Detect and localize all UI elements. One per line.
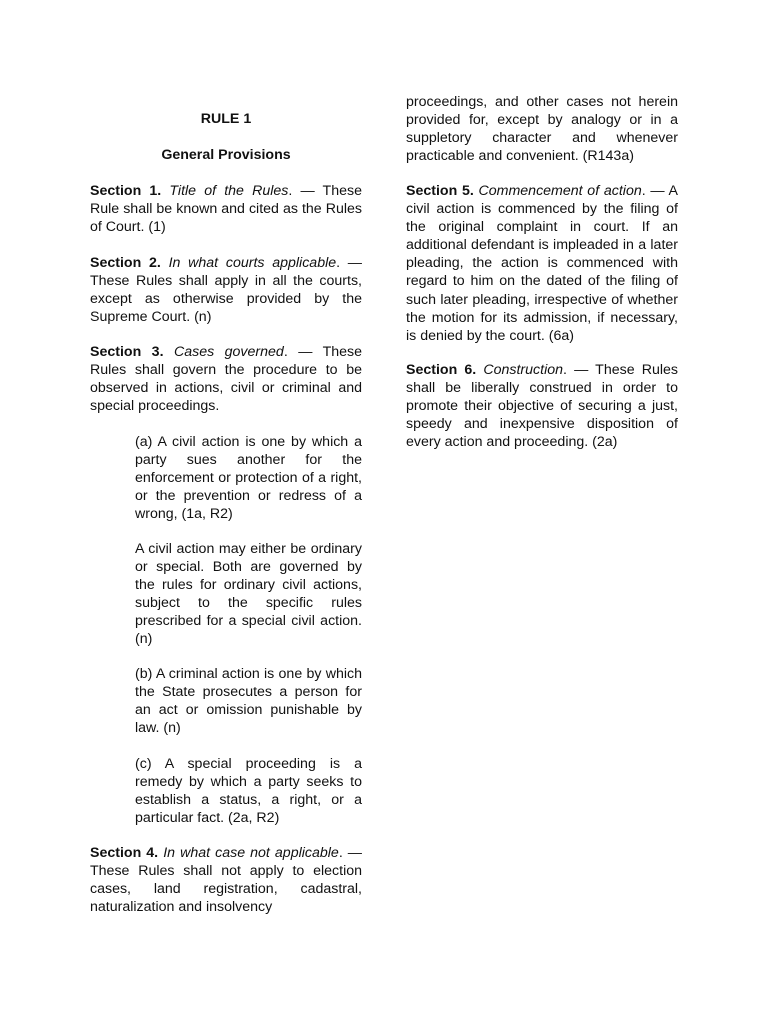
section-5-title: Commencement of action — [478, 183, 642, 199]
section-6-label: Section 6. — [406, 362, 477, 378]
section-6-title: Construction — [483, 362, 564, 378]
section-6-body: . — These Rules shall be liberally construed in order to promote their objective of securing a just, speedy and inexpensive disposition of every action and proceeding. (2a) — [406, 362, 678, 451]
section-3-title: Cases governed — [173, 344, 284, 360]
section-3-label: Section 3. — [90, 344, 164, 360]
section-4-body: . — These Rules shall not apply to election cases, land registration, cadastral, naturalization and insolvency — [90, 845, 362, 916]
section-4 — [90, 844, 362, 916]
section-1-title: Title of the Rules — [169, 183, 289, 199]
section-4-continued: proceedings, and other cases not herein provided for, except by analogy or in a suppletory character and whenever practicable and convenient. (R143a) — [406, 94, 678, 165]
section-4-title: In what case not applicable — [163, 845, 339, 861]
section-1 — [90, 182, 362, 236]
section-2-body: . — These Rules shall apply in all the courts, except as otherwise provided by the Supreme Court. (n) — [90, 255, 362, 326]
rule-title: RULE 1 — [200, 111, 252, 127]
section-2-label: Section 2. — [90, 255, 161, 271]
section-3 — [90, 343, 362, 415]
rule-subtitle: General Provisions — [161, 147, 291, 163]
section-5-body: . — A civil action is commenced by the filing of the original complaint in court. If an additional defendant is impleaded in a later pleading, the action is commenced with regard to him on the dated of the filing of such later pleading, irrespective of whether the motion for its admission, if necessary, is denied by the court. (6a) — [406, 183, 678, 344]
section-2 — [90, 254, 362, 326]
section-3-body: . — These Rules shall govern the procedure to be observed in actions, civil or criminal and special proceedings. — [90, 344, 362, 415]
section-1-body: . — These Rule shall be known and cited as the Rules of Court. (1) — [90, 183, 362, 236]
section-5-label: Section 5. — [406, 183, 474, 199]
section-3-b: (b) A criminal action is one by which the State prosecutes a person for an act or omission punishable by law. (n) — [135, 666, 362, 737]
section-6 — [406, 361, 678, 451]
section-5 — [406, 182, 678, 345]
section-1-label: Section 1. — [90, 183, 162, 199]
section-3-c: (c) A special proceeding is a remedy by which a party seeks to establish a status, a right, or a particular fact. (2a, R2) — [135, 756, 362, 827]
section-3-a: (a) A civil action is one by which a party sues another for the enforcement or protection of a right, or the prevention or redress of a wrong, (1a, R2) — [135, 434, 362, 523]
section-3-a-continued: A civil action may either be ordinary or special. Both are governed by the rules for ordinary civil actions, subject to the specific rules prescribed for a special civil action. (n) — [135, 541, 362, 648]
section-4-label: Section 4. — [90, 845, 159, 861]
section-2-title: In what courts applicable — [168, 255, 337, 271]
